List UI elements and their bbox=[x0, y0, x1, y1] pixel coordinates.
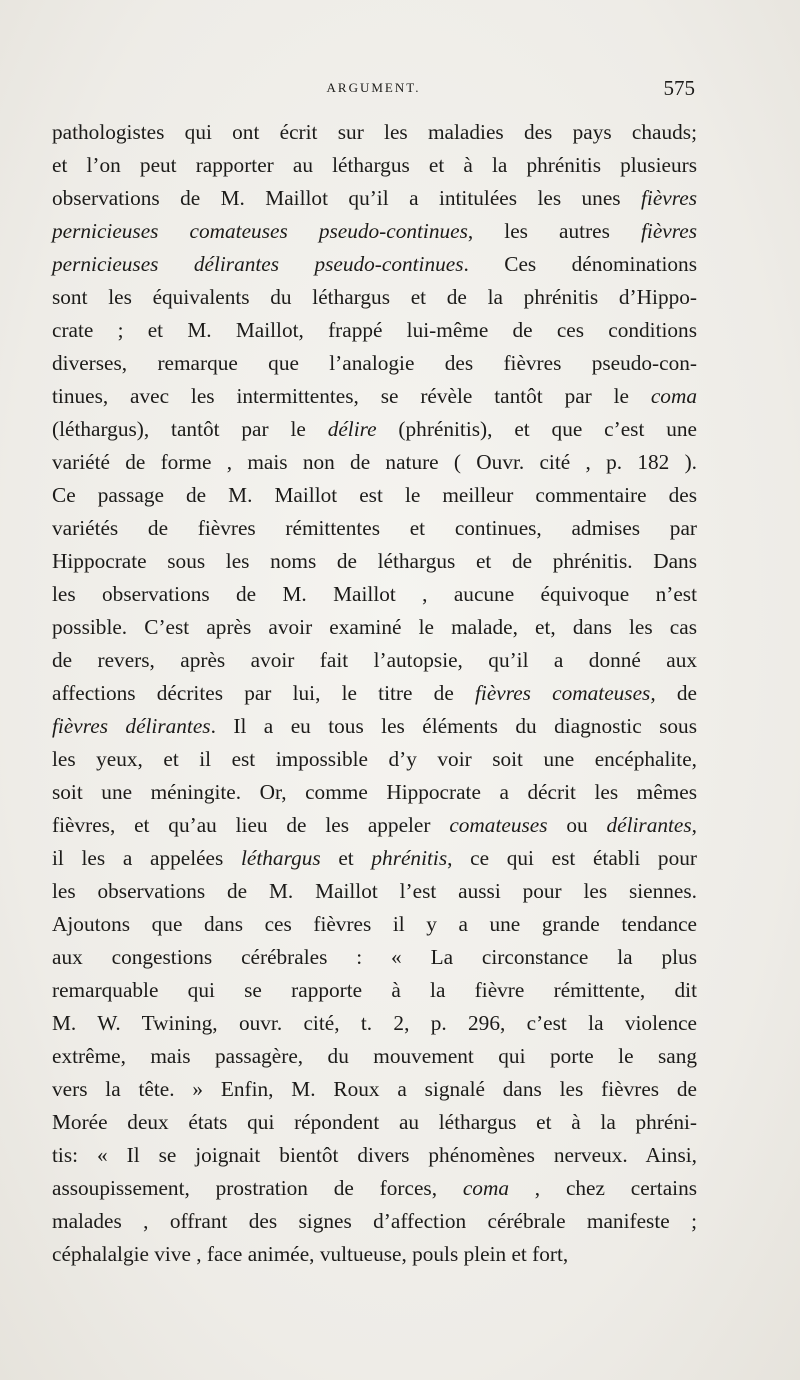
text-segment: . Ces dénominations bbox=[463, 252, 697, 276]
italic-text: fièvres bbox=[641, 186, 697, 210]
text-segment: il les a appelées bbox=[52, 846, 241, 870]
text-segment: pathologistes qui ont écrit sur les maladies des pays chauds; bbox=[52, 120, 697, 144]
text-segment: sont les équivalents du léthargus et de la phrénitis d’Hippo- bbox=[52, 285, 697, 309]
text-segment: Ajoutons que dans ces fièvres il y a une grande tendance bbox=[52, 912, 697, 936]
text-segment: et bbox=[320, 846, 372, 870]
italic-text: délire bbox=[327, 417, 377, 441]
italic-text: délirantes bbox=[606, 813, 692, 837]
text-line bbox=[52, 941, 697, 974]
text-segment: tis: « Il se joignait bientôt divers phénomènes nerveux. Ainsi, bbox=[52, 1143, 697, 1167]
text-segment: , bbox=[691, 813, 697, 837]
text-line bbox=[52, 611, 697, 644]
text-segment: aux congestions cérébrales : « La circonstance la plus bbox=[52, 945, 697, 969]
text-segment: possible. C’est après avoir examiné le malade, et, dans les cas bbox=[52, 615, 697, 639]
text-segment: crate ; et M. Maillot, frappé lui-même de ces conditions bbox=[52, 318, 697, 342]
text-line bbox=[52, 545, 697, 578]
text-segment: remarquable qui se rapporte à la fièvre rémittente, dit bbox=[52, 978, 697, 1002]
text-line bbox=[52, 776, 697, 809]
text-line bbox=[52, 578, 697, 611]
text-line bbox=[52, 974, 697, 1007]
text-line bbox=[52, 1073, 697, 1106]
text-line bbox=[52, 1238, 697, 1271]
text-line bbox=[52, 248, 697, 281]
body-text bbox=[52, 116, 697, 1271]
text-segment: , chez certains bbox=[508, 1176, 698, 1200]
text-segment: (phrénitis), et que c’est une bbox=[376, 417, 697, 441]
text-segment: observations de M. Maillot qu’il a intitulées les unes bbox=[52, 186, 642, 210]
text-segment: Ce passage de M. Maillot est le meilleur commentaire des bbox=[52, 483, 697, 507]
text-segment: vers la tête. » Enfin, M. Roux a signalé dans les fièvres de bbox=[52, 1077, 697, 1101]
text-segment: , les autres bbox=[467, 219, 642, 243]
text-line bbox=[52, 149, 697, 182]
text-line bbox=[52, 413, 697, 446]
text-line bbox=[52, 182, 697, 215]
italic-text: pernicieuses comateuses pseudo-continues bbox=[52, 219, 468, 243]
page-header bbox=[52, 76, 695, 106]
text-segment: ou bbox=[547, 813, 607, 837]
text-line bbox=[52, 1040, 697, 1073]
italic-text: fièvres comateuses, bbox=[474, 681, 656, 705]
text-line bbox=[52, 1139, 697, 1172]
text-segment: et l’on peut rapporter au léthargus et à la phrénitis plusieurs bbox=[52, 153, 697, 177]
italic-text: comateuses bbox=[449, 813, 548, 837]
italic-text: phrénitis bbox=[371, 846, 448, 870]
italic-text: coma bbox=[462, 1176, 509, 1200]
text-line bbox=[52, 710, 697, 743]
text-line bbox=[52, 479, 697, 512]
text-line bbox=[52, 1205, 697, 1238]
running-title: ARGUMENT. bbox=[326, 80, 421, 95]
text-segment: M. W. Twining, ouvr. cité, t. 2, p. 296, c’est la violence bbox=[52, 1011, 697, 1035]
text-line bbox=[52, 281, 697, 314]
text-line bbox=[52, 446, 697, 479]
text-segment: assoupissement, prostration de forces, bbox=[52, 1176, 463, 1200]
text-line bbox=[52, 908, 697, 941]
text-segment: variétés de fièvres rémittentes et continues, admises par bbox=[52, 516, 697, 540]
text-segment: . Il a eu tous les éléments du diagnostic sous bbox=[210, 714, 697, 738]
italic-text: pernicieuses délirantes pseudo-continues bbox=[52, 252, 464, 276]
text-line bbox=[52, 215, 697, 248]
text-line bbox=[52, 116, 697, 149]
text-line bbox=[52, 347, 697, 380]
text-line bbox=[52, 380, 697, 413]
italic-text: fièvres délirantes bbox=[52, 714, 211, 738]
text-line bbox=[52, 743, 697, 776]
text-segment: de bbox=[655, 681, 697, 705]
text-segment: Morée deux états qui répondent au léthargus et à la phréni- bbox=[52, 1110, 697, 1134]
text-segment: céphalalgie vive , face animée, vultueuse, pouls plein et fort, bbox=[52, 1242, 569, 1266]
text-segment: (léthargus), tantôt par le bbox=[52, 417, 328, 441]
text-line bbox=[52, 1106, 697, 1139]
text-segment: Hippocrate sous les noms de léthargus et de phrénitis. Dans bbox=[52, 549, 697, 573]
text-line bbox=[52, 842, 697, 875]
text-line bbox=[52, 677, 697, 710]
text-line bbox=[52, 809, 697, 842]
italic-text: fièvres bbox=[641, 219, 697, 243]
text-line bbox=[52, 314, 697, 347]
italic-text: coma bbox=[650, 384, 697, 408]
text-segment: , ce qui est établi pour bbox=[447, 846, 697, 870]
text-line bbox=[52, 875, 697, 908]
text-segment: soit une méningite. Or, comme Hippocrate a décrit les mêmes bbox=[52, 780, 697, 804]
text-segment: variété de forme , mais non de nature ( Ouvr. cité , p. 182 ). bbox=[52, 450, 697, 474]
text-segment: les observations de M. Maillot , aucune équivoque n’est bbox=[52, 582, 697, 606]
text-line bbox=[52, 512, 697, 545]
text-line bbox=[52, 644, 697, 677]
text-segment: les observations de M. Maillot l’est aussi pour les siennes. bbox=[52, 879, 697, 903]
text-segment: de revers, après avoir fait l’autopsie, qu’il a donné aux bbox=[52, 648, 697, 672]
text-line bbox=[52, 1007, 697, 1040]
page-number: 575 bbox=[663, 76, 695, 100]
text-segment: malades , offrant des signes d’affection cérébrale manifeste ; bbox=[52, 1209, 697, 1233]
text-segment: les yeux, et il est impossible d’y voir soit une encéphalite, bbox=[52, 747, 697, 771]
italic-text: léthargus bbox=[240, 846, 321, 870]
text-line bbox=[52, 1172, 697, 1205]
text-segment: fièvres, et qu’au lieu de les appeler bbox=[52, 813, 450, 837]
text-segment: extrême, mais passagère, du mouvement qui porte le sang bbox=[52, 1044, 697, 1068]
text-segment: diverses, remarque que l’analogie des fièvres pseudo-con- bbox=[52, 351, 697, 375]
text-segment: tinues, avec les intermittentes, se révèle tantôt par le bbox=[52, 384, 651, 408]
text-segment: affections décrites par lui, le titre de bbox=[52, 681, 475, 705]
